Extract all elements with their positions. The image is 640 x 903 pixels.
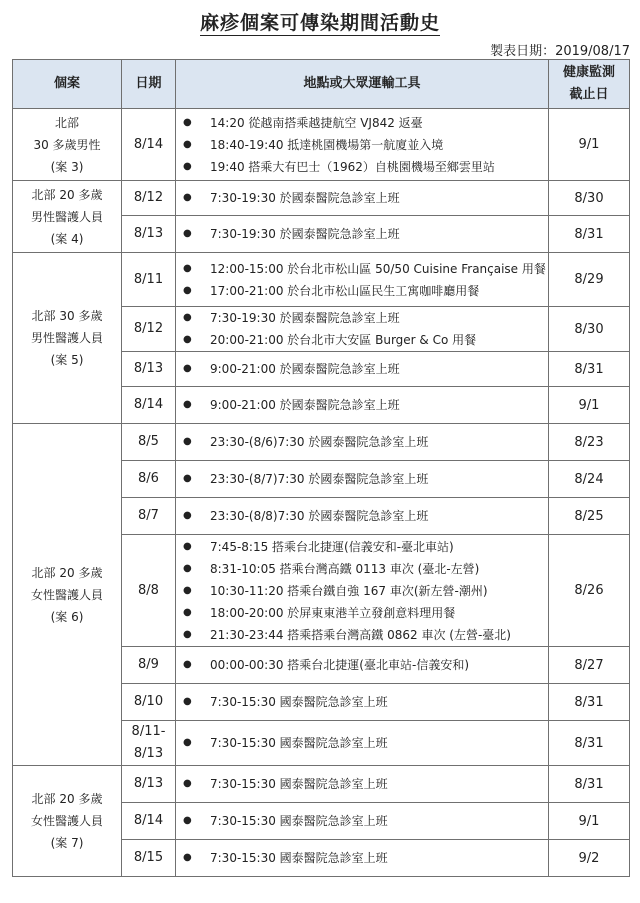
date-cell: 8/11- 8/13 bbox=[122, 721, 176, 766]
case-label-line: 男性醫護人員 bbox=[30, 209, 103, 224]
case-label-line: 北部 bbox=[54, 115, 79, 130]
date-cell: 8/12 bbox=[122, 181, 176, 216]
monitor-end-cell: 8/30 bbox=[549, 181, 630, 216]
monitor-end-cell: 8/27 bbox=[549, 647, 630, 684]
table-body bbox=[13, 109, 630, 877]
table-row bbox=[13, 181, 630, 216]
activity-cell bbox=[176, 307, 549, 352]
monitor-end-cell: 9/2 bbox=[549, 840, 630, 877]
activity-table bbox=[12, 59, 630, 877]
monitor-end-cell: 8/31 bbox=[549, 721, 630, 766]
monitor-end-cell: 8/25 bbox=[549, 498, 630, 535]
activity-cell bbox=[176, 253, 549, 307]
activity-item: ● 7:30-19:30 於國泰醫院急診室上班 bbox=[176, 223, 548, 245]
header-activity: 地點或大眾運輸工具 bbox=[176, 60, 549, 109]
case-cell bbox=[13, 766, 122, 877]
document-title: 麻疹個案可傳染期間活動史 bbox=[199, 12, 440, 34]
case-label-line: 北部 20 多歲 bbox=[31, 565, 103, 580]
activity-list bbox=[176, 810, 548, 832]
date-cell: 8/14 bbox=[122, 109, 176, 181]
monitor-end-cell: 8/24 bbox=[549, 461, 630, 498]
table-row bbox=[13, 424, 630, 461]
date-cell: 8/12 bbox=[122, 307, 176, 352]
activity-list bbox=[176, 358, 548, 380]
activity-cell bbox=[176, 498, 549, 535]
date-cell: 8/13 bbox=[122, 352, 176, 387]
activity-item: ● 00:00-00:30 搭乘台北捷運(臺北車站-信義安和) bbox=[176, 654, 548, 676]
table-row bbox=[13, 766, 630, 803]
case-label-line: (案 7) bbox=[50, 836, 84, 850]
activity-item: ● 7:30-15:30 國泰醫院急診室上班 bbox=[176, 732, 548, 754]
activity-cell bbox=[176, 352, 549, 387]
monitor-end-cell: 9/1 bbox=[549, 387, 630, 424]
date-cell: 8/8 bbox=[122, 535, 176, 647]
activity-cell bbox=[176, 387, 549, 424]
monitor-end-cell: 9/1 bbox=[549, 109, 630, 181]
header-monitor-end: 健康監測 截止日 bbox=[549, 60, 630, 109]
date-cell: 8/7 bbox=[122, 498, 176, 535]
activity-item: ● 7:30-15:30 國泰醫院急診室上班 bbox=[176, 691, 548, 713]
activity-list bbox=[176, 187, 548, 209]
date-cell: 8/10 bbox=[122, 684, 176, 721]
activity-item: ● 7:45-8:15 搭乘台北捷運(信義安和-臺北車站) bbox=[176, 536, 548, 558]
case-label-line: (案 6) bbox=[50, 609, 84, 624]
date-cell: 8/15 bbox=[122, 840, 176, 877]
activity-cell bbox=[176, 109, 549, 181]
case-label-line: 男性醫護人員 bbox=[30, 331, 103, 345]
date-cell: 8/9 bbox=[122, 647, 176, 684]
activity-list bbox=[176, 468, 548, 490]
activity-list bbox=[176, 654, 548, 676]
activity-list bbox=[176, 773, 548, 795]
case-label-line: 女性醫護人員 bbox=[30, 587, 103, 602]
activity-item: ● 17:00-21:00 於台北市松山區民生工寓咖啡廳用餐 bbox=[176, 280, 548, 302]
case-label-line: 北部 20 多歲 bbox=[31, 187, 103, 202]
monitor-end-cell: 8/31 bbox=[549, 684, 630, 721]
activity-list bbox=[176, 394, 548, 416]
activity-cell bbox=[176, 803, 549, 840]
activity-item: ● 10:30-11:20 搭乘台鐵自強 167 車次(新左營-潮州) bbox=[176, 580, 548, 602]
date-cell: 8/14 bbox=[122, 387, 176, 424]
monitor-end-cell: 8/31 bbox=[549, 352, 630, 387]
activity-cell bbox=[176, 424, 549, 461]
activity-cell bbox=[176, 840, 549, 877]
activity-list bbox=[176, 732, 548, 754]
monitor-end-cell: 8/23 bbox=[549, 424, 630, 461]
case-cell bbox=[13, 181, 122, 253]
activity-list bbox=[176, 505, 548, 527]
activity-item: ● 9:00-21:00 於國泰醫院急診室上班 bbox=[176, 358, 548, 380]
monitor-end-cell: 8/31 bbox=[549, 216, 630, 253]
date-cell: 8/13 bbox=[122, 216, 176, 253]
header-row bbox=[13, 60, 630, 109]
activity-item: ● 8:31-10:05 搭乘台灣高鐵 0113 車次 (臺北-左營) bbox=[176, 558, 548, 580]
header-case: 個案 bbox=[13, 60, 122, 109]
table-row bbox=[13, 253, 630, 307]
case-cell bbox=[13, 424, 122, 766]
activity-list bbox=[176, 223, 548, 245]
activity-item: ● 18:00-20:00 於屏東東港羊立發創意料理用餐 bbox=[176, 602, 548, 624]
activity-item: ● 12:00-15:00 於台北市松山區 50/50 Cuisine Française 用餐 bbox=[176, 258, 548, 280]
activity-list bbox=[176, 431, 548, 453]
date-cell: 8/14 bbox=[122, 803, 176, 840]
activity-cell bbox=[176, 461, 549, 498]
activity-cell bbox=[176, 721, 549, 766]
activity-cell bbox=[176, 684, 549, 721]
activity-item: ● 7:30-19:30 於國泰醫院急診室上班 bbox=[176, 187, 548, 209]
activity-item: ● 7:30-15:30 國泰醫院急診室上班 bbox=[176, 773, 548, 795]
activity-item: ● 23:30-(8/7)7:30 於國泰醫院急診室上班 bbox=[176, 468, 548, 490]
activity-list bbox=[176, 691, 548, 713]
date-made: 製表日期：2019/08/17 bbox=[490, 44, 630, 59]
activity-list bbox=[176, 258, 548, 302]
monitor-end-cell: 8/31 bbox=[549, 766, 630, 803]
monitor-end-cell: 8/30 bbox=[549, 307, 630, 352]
activity-cell bbox=[176, 535, 549, 647]
monitor-end-cell: 9/1 bbox=[549, 803, 630, 840]
activity-item: ● 18:40-19:40 抵達桃園機場第一航廈並入境 bbox=[176, 134, 548, 156]
activity-item: ● 7:30-15:30 國泰醫院急診室上班 bbox=[176, 810, 548, 832]
date-cell: 8/13 bbox=[122, 766, 176, 803]
date-cell: 8/5 bbox=[122, 424, 176, 461]
activity-item: ● 7:30-15:30 國泰醫院急診室上班 bbox=[176, 847, 548, 869]
activity-item: ● 23:30-(8/6)7:30 於國泰醫院急診室上班 bbox=[176, 431, 548, 453]
activity-cell bbox=[176, 647, 549, 684]
case-cell bbox=[13, 109, 122, 181]
activity-item: ● 7:30-19:30 於國泰醫院急診室上班 bbox=[176, 307, 548, 329]
activity-cell bbox=[176, 216, 549, 253]
activity-item: ● 19:40 搭乘大有巴士（1962）自桃園機場至鄉雲里站 bbox=[176, 156, 548, 178]
date-cell: 8/11 bbox=[122, 253, 176, 307]
activity-item: ● 21:30-23:44 搭乘搭乘台灣高鐵 0862 車次 (左營-臺北) bbox=[176, 624, 548, 646]
activity-item: ● 14:20 從越南搭乘越捷航空 VJ842 返臺 bbox=[176, 112, 548, 134]
case-cell bbox=[13, 253, 122, 424]
activity-list bbox=[176, 307, 548, 351]
activity-cell bbox=[176, 181, 549, 216]
case-label-line: 北部 20 多歲 bbox=[31, 792, 103, 806]
header-date: 日期 bbox=[122, 60, 176, 109]
table-row bbox=[13, 109, 630, 181]
case-label-line: 女性醫護人員 bbox=[30, 814, 103, 828]
case-label-line: 30 多歲男性 bbox=[33, 137, 101, 152]
monitor-end-cell: 8/26 bbox=[549, 535, 630, 647]
monitor-end-cell: 8/29 bbox=[549, 253, 630, 307]
activity-cell bbox=[176, 766, 549, 803]
activity-item: ● 23:30-(8/8)7:30 於國泰醫院急診室上班 bbox=[176, 505, 548, 527]
case-label-line: (案 3) bbox=[50, 159, 84, 174]
case-label-line: (案 4) bbox=[50, 231, 84, 246]
activity-list bbox=[176, 112, 548, 178]
activity-item: ● 9:00-21:00 於國泰醫院急診室上班 bbox=[176, 394, 548, 416]
activity-list bbox=[176, 847, 548, 869]
case-label-line: (案 5) bbox=[50, 353, 84, 367]
case-label-line: 北部 30 多歲 bbox=[31, 309, 103, 323]
date-cell: 8/6 bbox=[122, 461, 176, 498]
activity-item: ● 20:00-21:00 於台北市大安區 Burger & Co 用餐 bbox=[176, 329, 548, 351]
activity-list bbox=[176, 536, 548, 646]
